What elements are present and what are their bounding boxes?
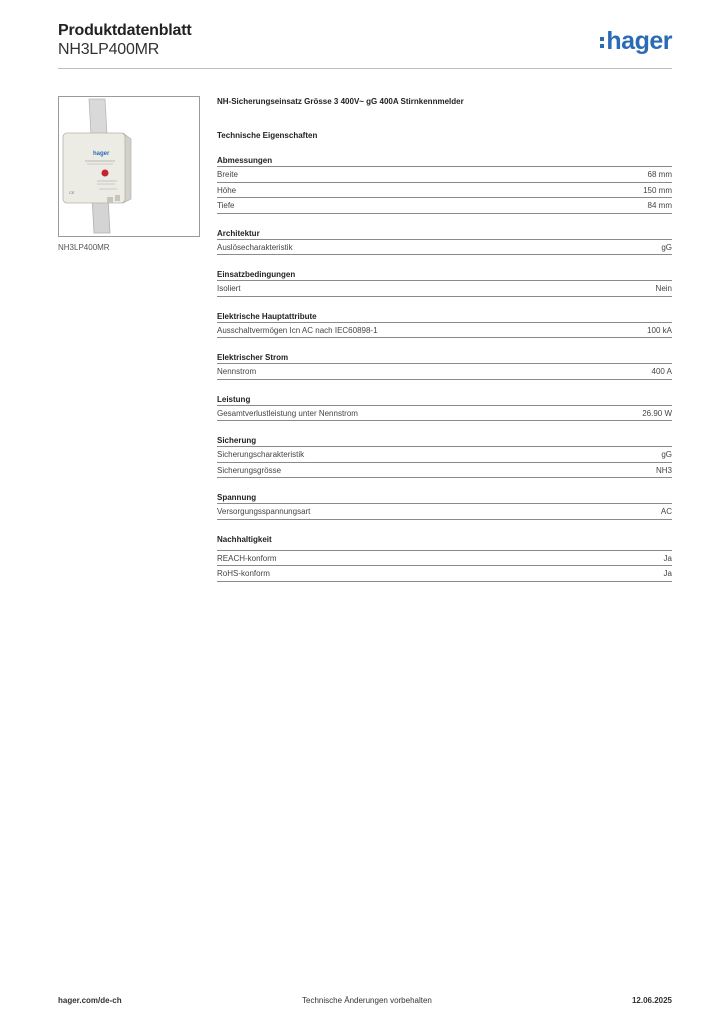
spec-section <box>217 311 672 339</box>
spec-content <box>217 96 672 582</box>
spec-label: Isoliert <box>217 284 241 293</box>
spec-row <box>217 447 672 463</box>
spec-label: Sicherungscharakteristik <box>217 450 305 459</box>
spec-row <box>217 504 672 520</box>
spec-label: REACH-konform <box>217 553 277 563</box>
spec-label: RoHS-konform <box>217 569 270 578</box>
spec-label: Ausschaltvermögen Icn AC nach IEC60898-1 <box>217 325 378 335</box>
spec-value: 84 mm <box>647 201 672 210</box>
spec-label: Sicherungsgrösse <box>217 465 282 475</box>
product-image <box>58 96 200 237</box>
spec-row <box>217 364 672 380</box>
spec-value: Ja <box>663 569 672 578</box>
spec-row <box>217 183 672 199</box>
spec-row <box>217 198 672 214</box>
footer-website: hager.com/de-ch <box>58 996 122 1005</box>
page-title: Produktdatenblatt <box>58 22 192 39</box>
footer-date: 12.06.2025 <box>631 996 672 1005</box>
spec-row <box>217 566 672 582</box>
tech-properties-title: Technische Eigenschaften <box>217 131 318 140</box>
spec-row <box>217 281 672 297</box>
spec-section <box>217 534 672 582</box>
section-title: Nachhaltigkeit <box>217 534 672 551</box>
svg-text:CE: CE <box>69 190 75 195</box>
spec-label: Auslösecharakteristik <box>217 242 293 252</box>
section-title: Elektrischer Strom <box>217 352 672 364</box>
section-title: Spannung <box>217 492 672 504</box>
fuse-illustration <box>59 97 199 236</box>
indicator-icon <box>102 170 109 177</box>
spec-value: 68 mm <box>647 170 672 179</box>
spec-row <box>217 463 672 479</box>
spec-value: 150 mm <box>643 185 672 195</box>
spec-row <box>217 406 672 422</box>
section-title: Einsatzbedingungen <box>217 269 672 281</box>
spec-value: 400 A <box>651 367 672 376</box>
section-title: Leistung <box>217 394 672 406</box>
page-header <box>58 20 672 70</box>
spec-value: 100 kA <box>647 325 672 335</box>
spec-label: Versorgungsspannungsart <box>217 507 311 516</box>
spec-value: 26.90 W <box>642 408 672 418</box>
spec-value: gG <box>661 242 672 252</box>
spec-row <box>217 240 672 256</box>
logo-dots-icon <box>600 37 604 48</box>
spec-row <box>217 551 672 567</box>
spec-section <box>217 155 672 214</box>
header-divider <box>58 68 672 69</box>
spec-section <box>217 269 672 297</box>
section-title: Sicherung <box>217 435 672 447</box>
product-image-caption: NH3LP400MR <box>58 243 110 252</box>
spec-label: Gesamtverlustleistung unter Nennstrom <box>217 408 358 418</box>
spec-label: Tiefe <box>217 201 235 210</box>
spec-label: Nennstrom <box>217 367 257 376</box>
section-title: Abmessungen <box>217 155 672 167</box>
spec-section <box>217 352 672 380</box>
footer-notice: Technische Änderungen vorbehalten <box>302 996 432 1005</box>
spec-label: Höhe <box>217 185 237 195</box>
spec-value: Nein <box>655 284 672 293</box>
product-description: NH-Sicherungseinsatz Grösse 3 400V~ gG 400A Stirnkennmelder <box>217 97 464 106</box>
spec-section <box>217 394 672 422</box>
spec-row <box>217 167 672 183</box>
section-title: Elektrische Hauptattribute <box>217 311 672 323</box>
section-title: Architektur <box>217 228 672 240</box>
spec-value: NH3 <box>655 465 672 475</box>
spec-value: gG <box>661 450 672 459</box>
spec-section <box>217 228 672 256</box>
hager-logo <box>600 27 672 55</box>
spec-section <box>217 435 672 478</box>
product-code: NH3LP400MR <box>58 41 160 58</box>
spec-value: Ja <box>663 553 672 563</box>
label-brand: hager <box>93 151 110 157</box>
logo-text: hager <box>606 26 672 55</box>
spec-value: AC <box>660 507 672 516</box>
spec-section <box>217 492 672 520</box>
spec-row <box>217 323 672 339</box>
spec-label: Breite <box>217 170 238 179</box>
